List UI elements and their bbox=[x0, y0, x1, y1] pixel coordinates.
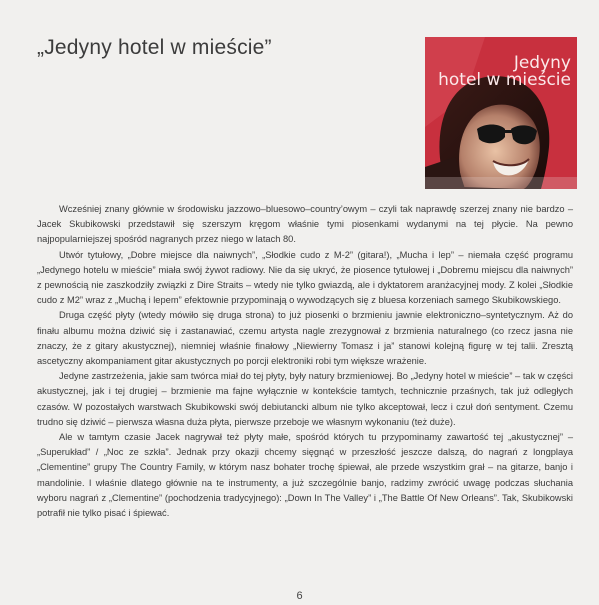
album-cover-image bbox=[425, 37, 577, 189]
paragraph: Ale w tamtym czasie Jacek nagrywał też płyty małe, spośród których tu przypominamy zawartość tej „akustycznej” – „Superukład” / „Noc ze szkła”. Jednak przy okazji chcemy sięgnąć w przeszłość jeszcze dalszą, do nagrań z longplaya „Clementine” grupy The Country Family, w którym nasz bohater trochę śpiewał, ale przede wszystkim grał – na gitarze, banjo i mandolinie. I właśnie dlatego głównie na te instrumenty, a już szczególnie banjo, radzimy zwrócić uwagę podczas słuchania wyboru nagrań z „Clementine” (pochodzenia tradycyjnego): „Down In The Valley” i „The Battle Of New Orleans”. Tak, Skubikowski potrafił nie tylko pisać i śpiewać. bbox=[37, 432, 573, 519]
paragraph: Druga część płyty (wtedy mówiło się druga strona) to już piosenki o brzmieniu jawnie elektroniczno–syntetycznym. Aż do finału albumu można dziwić się i zastanawiać, czemu artysta nagle zrezygnował z brzmienia naturalnego (co rzecz jasna nie znaczy, że z gitary akustycznej), niemniej właśnie finałowy „Niewierny Tomasz i ja” stanowi kolejną figurę w tej talii. Zresztą ascetyczny akompaniament gitar akustycznych po porcji elektroniki robi tym większe wrażenie. bbox=[37, 310, 573, 367]
paragraph: Utwór tytułowy, „Dobre miejsce dla naiwnych”, „Słodkie cudo z M-2” (gitara!), „Mucha i lep” – niemała część programu „Jedynego hotelu w mieście” miała swój żywot radiowy. Nie da się ukryć, że piosence tytułowej i „Dobremu miejscu dla naiwnych” z pewnością nie zaszkodziły związki z Dire Straits – wtedy nie tylko gwiazdą, ale i dyktatorem aranżacyjnej mody. Z kolei „Słodkie cudo z M2” wraz z „Muchą i lepem” efektownie przypominają o wywodzących się z bluesa korzeniach samego Skubikowskiego. bbox=[37, 249, 573, 306]
paragraph: Jedyne zastrzeżenia, jakie sam twórca miał do tej płyty, były natury brzmieniowej. Bo „Jedyny hotel w mieście” – tak w części akustycznej, jak i tej drugiej – brzmienie ma fajne wyłącznie w kontekście tamtych, technicznie przaśnych, tak już odległych czasów. W pozostałych warstwach Skubikowski swój debiutancki album nie tylko akceptował, lecz i czuł doń sentyment. Czemu trudno się dziwić – pierwsza własna duża płyta, pierwsze przeboje we własnym wykonaniu (też duże). bbox=[37, 371, 573, 427]
page-number: 6 bbox=[296, 590, 303, 602]
article-body bbox=[37, 202, 573, 521]
album-cover-title bbox=[426, 55, 571, 89]
paragraph: Wcześniej znany głównie w środowisku jazzowo–bluesowo–country’owym – czyli tak naprawdę szerzej znany nie bardzo – Jacek Skubikowski przedstawił się szerszym kręgom właśnie tymi piosenkami wydanymi na tej płycie. Na pewno najpopularniejszej spośród nagranych przez niego w latach 80. bbox=[37, 204, 573, 245]
album-cover-title-line2: hotel w mieście bbox=[438, 70, 571, 90]
page-title: „Jedyny hotel w mieście” bbox=[37, 36, 272, 59]
album-cover-title-line1: Jedyny bbox=[513, 53, 571, 73]
